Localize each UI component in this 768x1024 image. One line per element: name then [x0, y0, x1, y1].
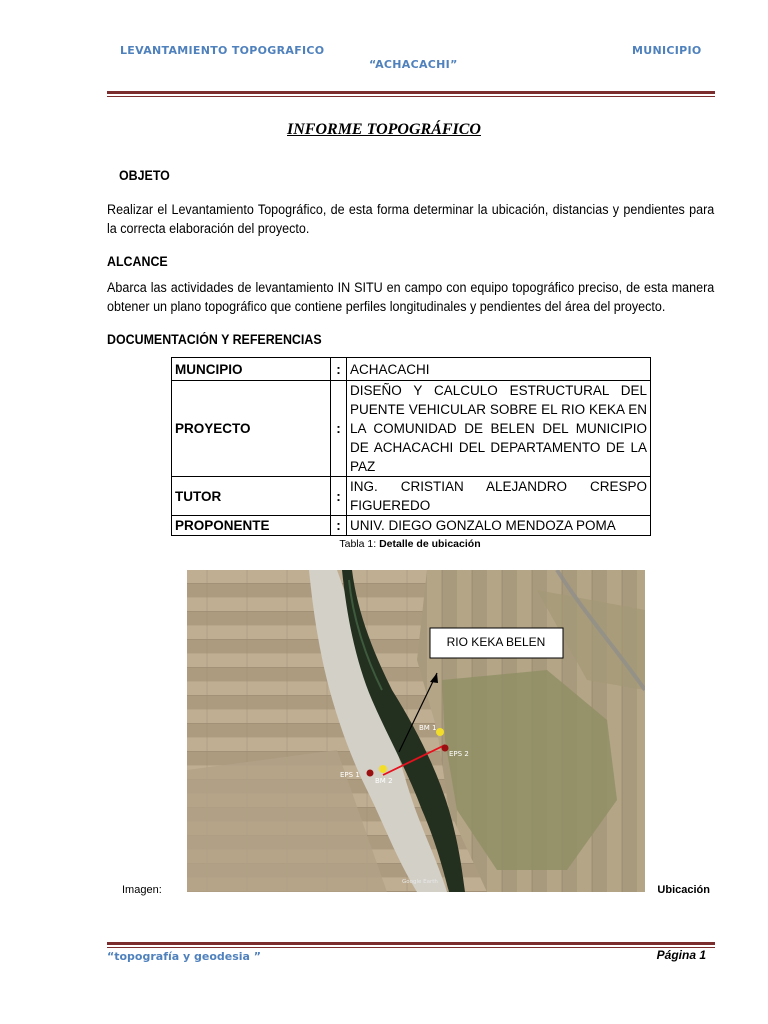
alcance-paragraph: Abarca las actividades de levantamiento IN SITU en campo con equipo topográfico preciso, de esta manera obtener un plano topográfico que contiene perfiles longitudinales y pendientes del área del proyecto. — [107, 280, 715, 314]
point-eps2 — [442, 745, 449, 752]
table-row — [172, 358, 651, 381]
satellite-map — [187, 570, 645, 892]
watermark: Google Earth — [402, 879, 438, 885]
footer-rule-thin — [107, 947, 715, 948]
table-separator: : — [331, 516, 347, 536]
table-key: PROYECTO — [172, 381, 331, 477]
document-title: INFORME TOPOGRÁFICO — [287, 121, 481, 138]
image-label: Imagen: — [122, 884, 162, 896]
label-eps1: EPS 1 — [340, 771, 360, 779]
table-value: ING. CRISTIAN ALEJANDRO CRESPO FIGUEREDO — [347, 477, 651, 516]
table-key: TUTOR — [172, 477, 331, 516]
table-row — [172, 381, 651, 477]
footer-rule — [107, 942, 715, 945]
table-value: DISEÑO Y CALCULO ESTRUCTURAL DEL PUENTE VEHICULAR SOBRE EL RIO KEKA EN LA COMUNIDAD DE BELEN DEL MUNICIPIO DE ACHACACHI DEL DEPARTAMENTO DE LA PAZ — [347, 381, 651, 477]
header-right: MUNICIPIO — [632, 44, 702, 57]
caption-prefix: Tabla 1: — [339, 538, 380, 550]
objeto-heading: OBJETO — [119, 168, 170, 183]
table-separator: : — [331, 381, 347, 477]
location-label: Ubicación — [657, 884, 710, 896]
table-value: UNIV. DIEGO GONZALO MENDOZA POMA — [347, 516, 651, 536]
table-separator: : — [331, 477, 347, 516]
caption-title: Detalle de ubicación — [379, 538, 481, 550]
objeto-paragraph: Realizar el Levantamiento Topográfico, de esta forma determinar la ubicación, distancias y pendientes para la correcta elaboración del proyecto. — [107, 202, 715, 236]
table-separator: : — [331, 358, 347, 381]
table-key: MUNCIPIO — [172, 358, 331, 381]
table-row — [172, 516, 651, 536]
alcance-heading: ALCANCE — [107, 254, 168, 269]
table-value: ACHACACHI — [347, 358, 651, 381]
footer-left: “topografía y geodesia ” — [107, 950, 262, 963]
header-center: “ACHACACHI” — [369, 58, 458, 71]
label-bm1: BM 1 — [419, 724, 437, 732]
table-row — [172, 477, 651, 516]
header-left: LEVANTAMIENTO TOPOGRAFICO — [120, 44, 325, 57]
callout-label: RIO KEKA BELEN — [446, 635, 546, 649]
label-bm2: BM 2 — [375, 777, 393, 785]
reference-table — [171, 357, 651, 536]
point-bm1 — [436, 728, 444, 736]
documentacion-heading: DOCUMENTACIÓN Y REFERENCIAS — [107, 332, 322, 347]
table-key: PROPONENTE — [172, 516, 331, 536]
satellite-image — [187, 570, 645, 892]
header-rule — [107, 91, 715, 94]
label-eps2: EPS 2 — [449, 750, 469, 758]
table-caption — [0, 538, 768, 550]
point-eps1 — [367, 770, 374, 777]
header-rule-thin — [107, 96, 715, 97]
page-number: Página 1 — [656, 948, 706, 962]
point-bm2 — [379, 765, 387, 773]
